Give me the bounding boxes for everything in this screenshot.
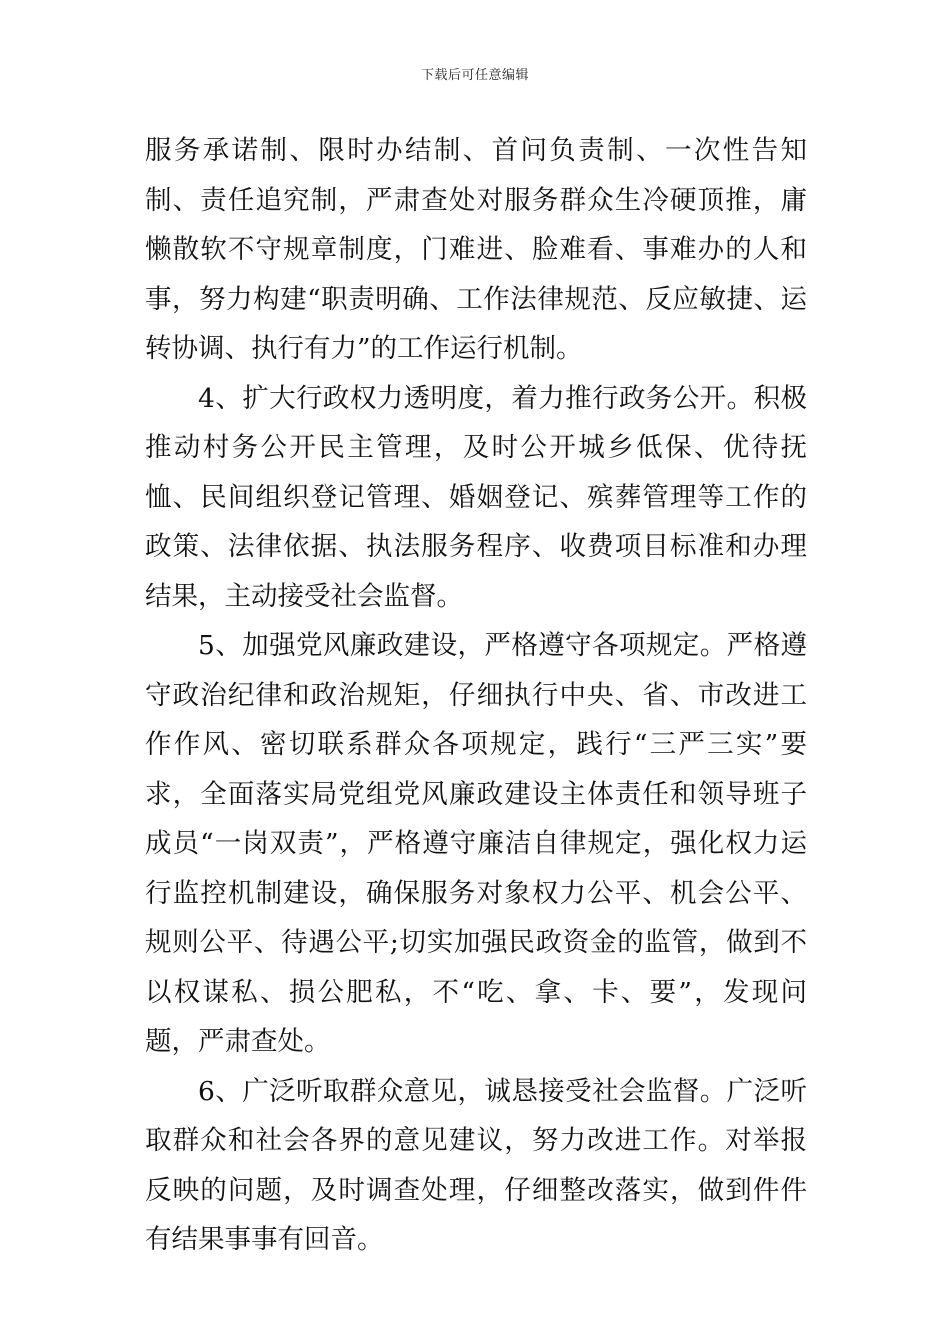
document-body bbox=[145, 126, 807, 1265]
page-header-note: 下载后可任意编辑 bbox=[420, 68, 529, 83]
paragraph-item-6: 6、广泛听取群众意见，诚恳接受社会监督。广泛听取群众和社会各界的意见建议，努力改进工作。对举报反映的问题，及时调查处理，仔细整改落实，做到件件有结果事事有回音。 bbox=[145, 1075, 807, 1255]
paragraph-item-5: 5、加强党风廉政建设，严格遵守各项规定。严格遵守政治纪律和政治规矩，仔细执行中央、省、市改进工作作风、密切联系群众各项规定，践行“三严三实”要求，全面落实局党组党风廉政建设主体责任和领导班子成员“一岗双责”，严格遵守廉洁自律规定，强化权力运行监控机制建设，确保服务对象权力公平、机会公平、规则公平、待遇公平;切实加强民政资金的监管，做到不以权谋私、损公肥私，不“吃、拿、卡、要”，发现问题，严肃查处。 bbox=[145, 630, 807, 1057]
paragraph-item-4: 4、扩大行政权力透明度，着力推行政务公开。积极推动村务公开民主管理，及时公开城乡低保、优待抚恤、民间组织登记管理、婚姻登记、殡葬管理等工作的政策、法律依据、执法服务程序、收费项目标准和办理结果，主动接受社会监督。 bbox=[145, 382, 807, 612]
paragraph-continuation: 服务承诺制、限时办结制、首问负责制、一次性告知制、责任追究制，严肃查处对服务群众生冷硬顶推，庸懒散软不守规章制度，门难进、脸难看、事难办的人和事，努力构建“职责明确、工作法律规范、反应敏捷、运转协调、执行有力”的工作运行机制。 bbox=[145, 135, 807, 364]
